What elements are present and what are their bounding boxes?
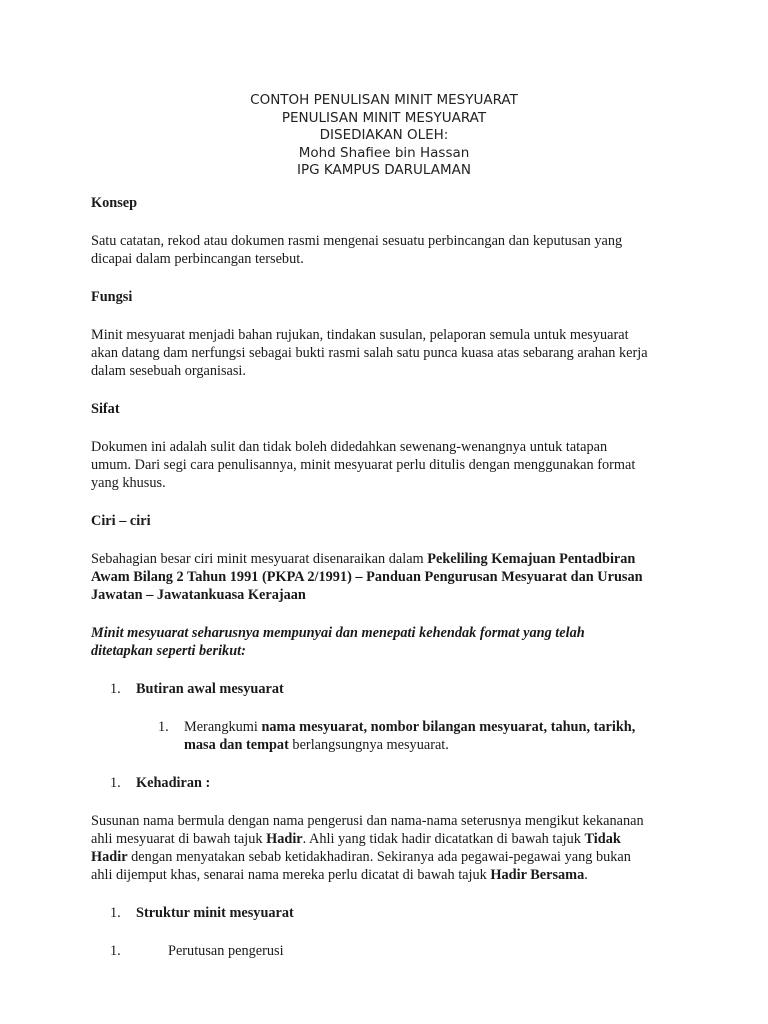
kehadiran-text-line: Susunan nama bermula dengan nama pengerusi dan nama-nama seterusnya mengikut kekananan	[91, 813, 644, 829]
fungsi-text-line: dalam sesebuah organisasi.	[91, 363, 246, 379]
kehadiran-plain: . Ahli yang tidak hadir dicatatkan di bawah tajuk	[302, 831, 585, 847]
kehadiran-plain: .	[584, 867, 588, 883]
sub-list-line	[184, 718, 635, 736]
list-number: 1.	[110, 775, 121, 791]
format-note-text: Minit mesyuarat seharusnya mempunyai dan menepati kehendak format yang telah	[91, 625, 585, 641]
sub-list-line	[184, 736, 635, 754]
section-heading-ciri: Ciri – ciri	[91, 513, 151, 529]
header-institution: IPG KAMPUS DARULAMAN	[297, 162, 471, 179]
document-header	[0, 92, 768, 180]
ciri-intro-line	[91, 568, 681, 586]
list-item-label: Perutusan pengerusi	[168, 943, 284, 959]
konsep-text-line: Satu catatan, rekod atau dokumen rasmi mengenai sesuatu perbincangan dan keputusan yang	[91, 233, 623, 249]
sub-list-item	[91, 718, 681, 754]
section-heading-konsep: Konsep	[91, 195, 138, 211]
document-body	[91, 194, 681, 960]
sub-list-bold: nama mesyuarat, nombor bilangan mesyuarat, tahun, tarikh,	[261, 719, 636, 735]
kehadiran-plain: ahli mesyuarat di bawah tajuk	[91, 831, 267, 847]
ciri-intro-plain: Sebahagian besar ciri minit mesyuarat disenaraikan dalam	[91, 551, 428, 567]
kehadiran-text-line	[91, 848, 681, 866]
header-subtitle: PENULISAN MINIT MESYUARAT	[281, 109, 487, 126]
list-item-label: Kehadiran :	[136, 775, 211, 791]
fungsi-text-line: akan datang dam nerfungsi sebagai bukti rasmi salah satu punca kuasa atas sebarang arahan kerja	[91, 345, 648, 361]
header-title: CONTOH PENULISAN MINIT MESYUARAT	[250, 92, 518, 108]
list-item-label: Butiran awal mesyuarat	[136, 681, 284, 697]
kehadiran-plain: ahli dijemput khas, senarai nama mereka perlu dicatat di bawah tajuk	[91, 867, 491, 883]
ciri-intro-bold: Jawatan – Jawatankuasa Kerajaan	[91, 587, 306, 603]
sub-list-tail: berlangsungnya mesyuarat.	[288, 737, 449, 753]
list-item-label: Struktur minit mesyuarat	[136, 905, 294, 921]
kehadiran-plain: dengan menyatakan sebab ketidakhadiran. Sekiranya ada pegawai-pegawai yang bukan	[127, 849, 631, 865]
kehadiran-text-line	[91, 830, 681, 848]
kehadiran-text-line	[91, 866, 681, 884]
kehadiran-bold: Hadir	[91, 849, 128, 865]
format-note-line	[91, 642, 681, 660]
section-heading-fungsi: Fungsi	[91, 289, 133, 305]
format-note-line	[91, 624, 681, 642]
ciri-intro-line	[91, 586, 681, 604]
sifat-text-line: yang khusus.	[91, 475, 166, 491]
sub-list-bold: masa dan tempat	[184, 737, 289, 753]
kehadiran-bold: Tidak	[584, 831, 621, 847]
kehadiran-bold: Hadir Bersama	[490, 867, 585, 883]
list-number: 1.	[110, 681, 121, 697]
list-item-perutusan	[91, 942, 681, 960]
list-item-kehadiran	[91, 774, 681, 792]
list-number: 1.	[110, 905, 121, 921]
sifat-text-line: Dokumen ini adalah sulit dan tidak boleh didedahkan sewenang-wenangnya untuk tatapan	[91, 439, 608, 455]
sub-list-text	[184, 718, 635, 754]
list-item-struktur	[91, 904, 681, 922]
sub-list-plain: Merangkumi	[184, 719, 262, 735]
list-number: 1.	[110, 943, 121, 959]
header-author: Mohd Shafiee bin Hassan	[298, 144, 470, 161]
sifat-text-line: umum. Dari segi cara penulisannya, minit mesyuarat perlu ditulis dengan menggunakan format	[91, 457, 636, 473]
ciri-intro-line	[91, 550, 681, 568]
list-number: 1.	[158, 719, 169, 735]
ciri-intro-bold: Pekeliling Kemajuan Pentadbiran	[427, 551, 636, 567]
konsep-text-line: dicapai dalam perbincangan tersebut.	[91, 251, 304, 267]
kehadiran-bold: Hadir	[266, 831, 303, 847]
format-note-text: ditetapkan seperti berikut:	[91, 643, 246, 659]
list-item-butiran	[91, 680, 681, 698]
header-prepared-by: DISEDIAKAN OLEH:	[319, 127, 449, 144]
section-heading-sifat: Sifat	[91, 401, 120, 417]
fungsi-text-line: Minit mesyuarat menjadi bahan rujukan, tindakan susulan, pelaporan semula untuk mesyuarat	[91, 327, 629, 343]
ciri-intro-bold: Awam Bilang 2 Tahun 1991 (PKPA 2/1991) – Panduan Pengurusan Mesyuarat dan Urusan	[91, 569, 643, 585]
